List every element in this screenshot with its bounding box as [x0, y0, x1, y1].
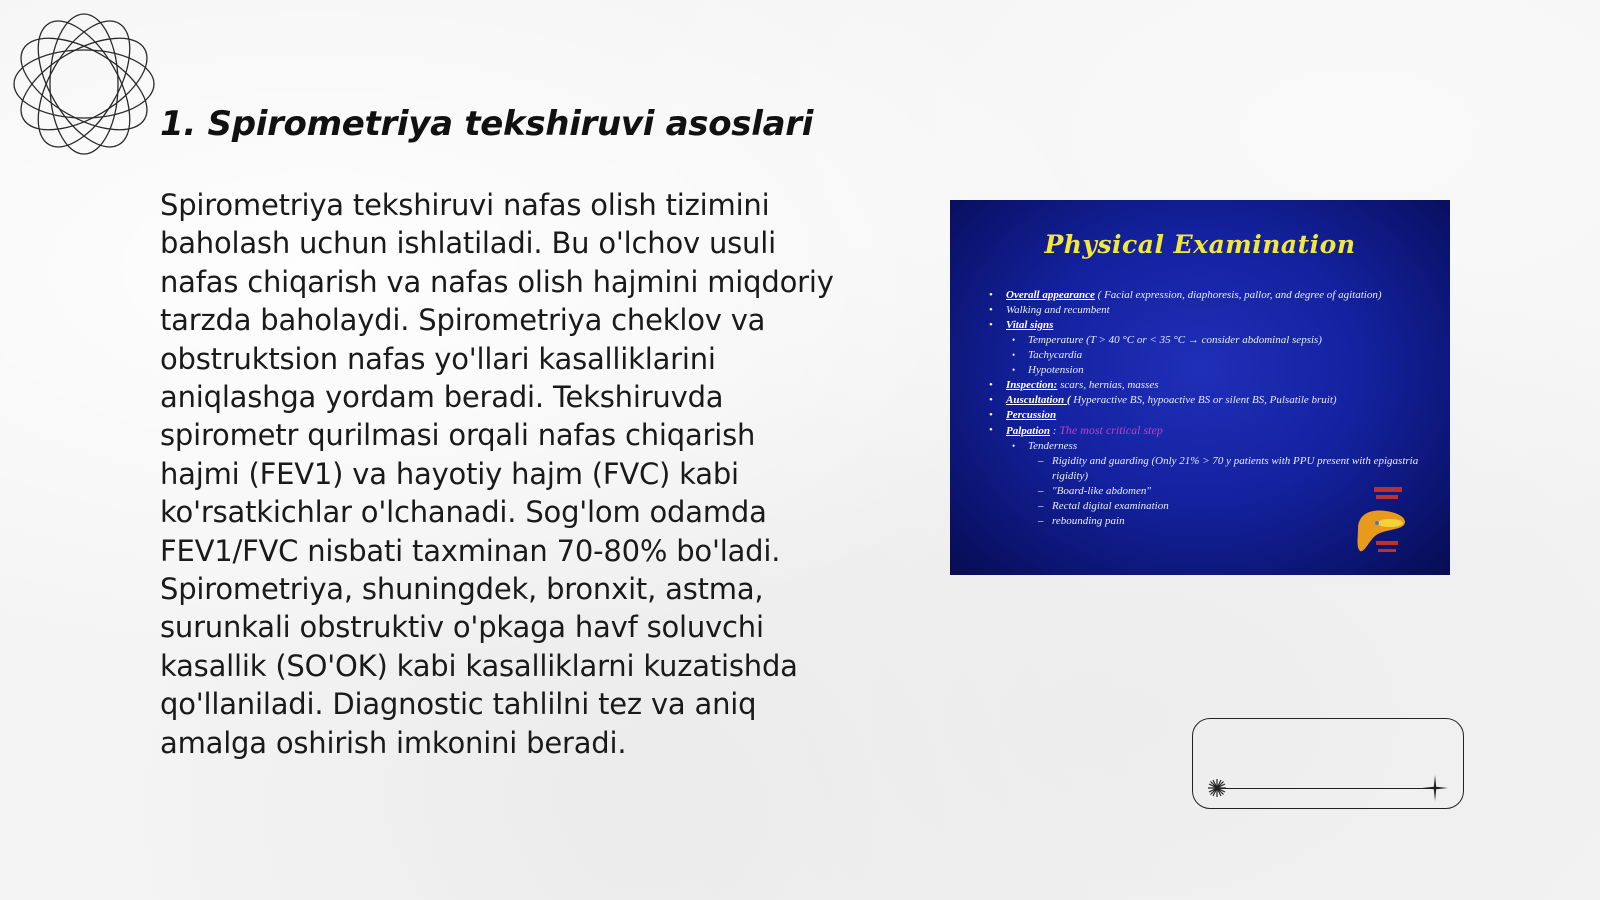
embedded-list-item — [986, 363, 1426, 378]
embedded-list-item-detail: Temperature (T > 40 °C or < 35 °C → consider abdominal sepsis) — [1028, 334, 1322, 346]
embedded-list-item — [986, 333, 1426, 348]
embedded-list-item-detail: Rectal digital examination — [1052, 500, 1169, 512]
embedded-list-item — [986, 378, 1426, 393]
slide-body-text: Spirometriya tekshiruvi nafas olish tizimini baholash uchun ishlatiladi. Bu o'lchov usuli nafas chiqarish va nafas olish hajmini miqdoriy tarzda baholaydi. Spirometriya cheklov va obstruktsion nafas yo'llari kasalliklarini aniqlashga yordam beradi. Tekshiruvda spirometr qurilmasi orqali nafas chiqarish hajmi (FEV1) va hayotiy hajm (FVC) kabi ko'rsatkichlar o'lchanadi. Sog'lom odamda FEV1/FVC nisbati taxminan 70-80% bo'ladi. Spirometriya, shuningdek, bronxit, astma, surunkali obstruktiv o'pkaga havf soluvchi kasallik (SO'OK) kabi kasalliklarni kuzatishda qo'llaniladi. Diagnostic tahlilni tez va aniq amalga oshirish imkonini beradi. — [160, 188, 834, 760]
embedded-list-item-detail: "Board-like abdomen" — [1052, 485, 1151, 497]
embedded-list-item — [986, 423, 1426, 439]
embedded-list-item-heading: Vital signs — [1006, 319, 1054, 331]
embedded-list-item-detail: : — [1050, 425, 1060, 437]
embedded-list-item-detail: Tachycardia — [1028, 349, 1083, 361]
embedded-list-item-note: The most critical step — [1059, 423, 1163, 437]
embedded-list-item-detail: Walking and recumbent — [1006, 304, 1110, 316]
embedded-list-item-heading: Auscultation ( — [1006, 394, 1071, 406]
embedded-list-item-detail: Hypotension — [1028, 364, 1084, 376]
embedded-list-item-heading: Percussion — [1006, 409, 1057, 421]
slide-title: 1. Spirometriya tekshiruvi asoslari — [160, 104, 814, 144]
sparkle-icon — [1207, 778, 1227, 798]
physical-examination-image — [950, 200, 1450, 575]
embedded-list-item-detail: ( Facial expression, diaphoresis, pallor, and degree of agitation) — [1094, 289, 1382, 301]
embedded-list-item-heading: Overall appearance — [1006, 289, 1095, 301]
interlocking-rings-icon — [10, 10, 158, 158]
embedded-list-item-detail: Hyperactive BS, hypoactive BS or silent BS, Pulsatile bruit) — [1070, 394, 1337, 406]
embedded-image-title: Physical Examination — [1044, 230, 1356, 259]
embedded-list-item — [986, 318, 1426, 333]
four-point-star-icon — [1421, 774, 1449, 802]
organ-illustration-icon — [1352, 485, 1412, 557]
embedded-list-item — [986, 303, 1426, 318]
embedded-list-item-heading: Palpation — [1006, 425, 1051, 437]
embedded-list-item — [986, 408, 1426, 423]
embedded-list-item-heading: Inspection: — [1006, 379, 1058, 391]
embedded-list-item — [986, 454, 1426, 484]
embedded-list-item-detail: rebounding pain — [1052, 515, 1125, 527]
embedded-list-item — [986, 439, 1426, 454]
embedded-list-item — [986, 288, 1426, 303]
embedded-list-item-detail: Tenderness — [1028, 440, 1078, 452]
embedded-list-item — [986, 393, 1426, 408]
embedded-list-item-detail: Rigidity and guarding (Only 21% > 70 y patients with PPU present with epigastria rigidity) — [1052, 455, 1419, 482]
embedded-list-item — [986, 348, 1426, 363]
embedded-list-item-detail: scars, hernias, masses — [1057, 379, 1159, 391]
slide-progress-frame — [1192, 718, 1464, 809]
progress-track — [1217, 788, 1439, 789]
